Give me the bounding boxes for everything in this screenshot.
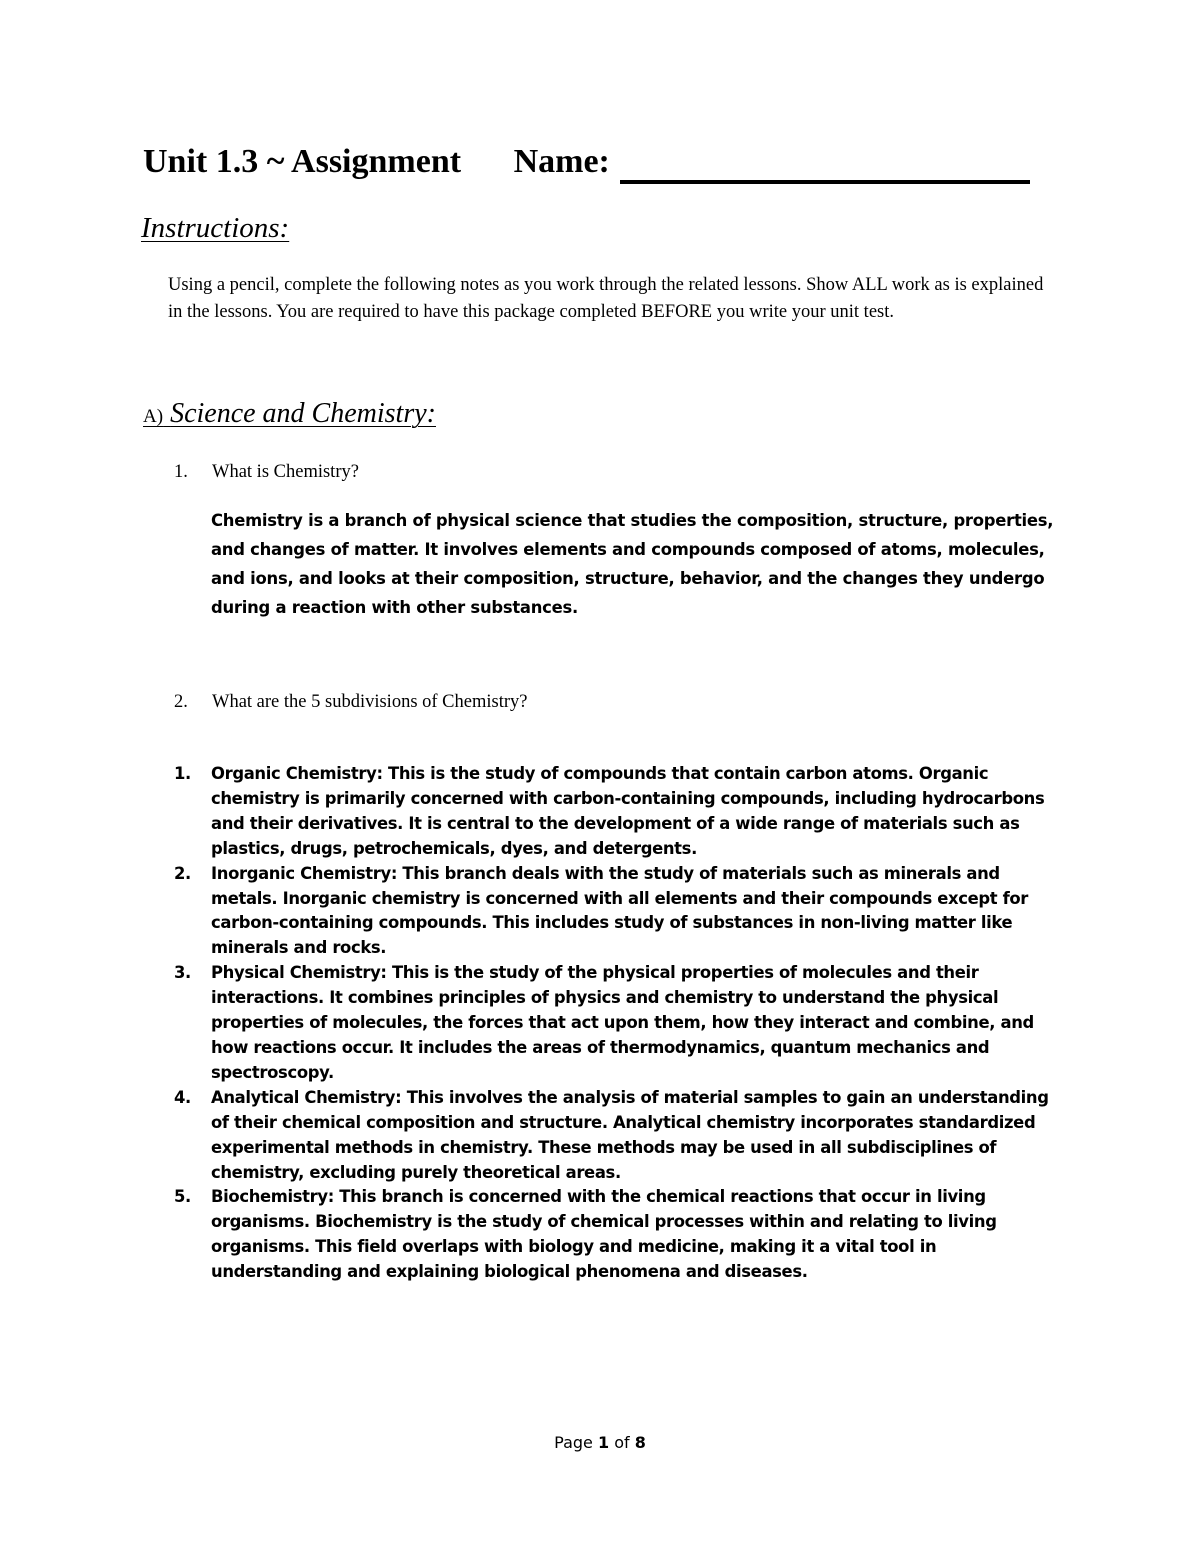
list-item-number: 2. xyxy=(174,863,191,883)
footer-total-pages: 8 xyxy=(634,1433,646,1452)
title-row xyxy=(143,140,1043,188)
page-footer xyxy=(0,1432,1200,1454)
instructions-heading: Instructions: xyxy=(141,212,290,244)
list-item xyxy=(174,862,1064,962)
footer-page-word: Page xyxy=(554,1433,593,1452)
list-item-number: 5. xyxy=(174,1187,191,1207)
question-2 xyxy=(174,689,527,715)
subdivisions-list xyxy=(174,762,1064,1285)
section-a-title: Science and Chemistry: xyxy=(170,398,436,429)
section-a-heading xyxy=(143,396,436,435)
question-2-text: What are the 5 subdivisions of Chemistry? xyxy=(212,692,528,712)
section-a-letter: A) xyxy=(143,406,164,427)
question-1-number: 1. xyxy=(174,462,188,482)
list-item-text: Organic Chemistry: This is the study of compounds that contain carbon atoms. Organic chemistry is primarily concerned with carbon-containing compounds, including hydrocarbons and their derivatives. It is central to the development of a wide range of materials such as plastics, drugs, petrochemicals, dyes, and detergents. xyxy=(211,764,1045,858)
list-item xyxy=(174,961,1064,1086)
name-blank-line[interactable] xyxy=(620,146,1030,184)
question-1-text: What is Chemistry? xyxy=(212,462,359,482)
footer-of-word: of xyxy=(614,1433,630,1452)
question-2-number: 2. xyxy=(174,692,188,712)
name-label: Name: xyxy=(513,143,610,180)
instructions-text: Using a pencil, complete the following notes as you work through the related lessons. Show ALL work as is explained in the lessons. You are required to have this package completed BEFORE you write your unit test. xyxy=(168,275,1044,322)
question-1-answer: Chemistry is a branch of physical science that studies the composition, structure, properties, and changes of matter. It involves elements and compounds composed of atoms, molecules, and ions, and looks at their composition, structure, behavior, and the changes they undergo during a reaction with other substances. xyxy=(211,511,1054,617)
list-item-text: Analytical Chemistry: This involves the analysis of material samples to gain an understanding of their chemical composition and structure. Analytical chemistry incorporates standardized experimental methods in chemistry. These methods may be used in all subdisciplines of chemistry, excluding purely theoretical areas. xyxy=(211,1087,1049,1182)
list-item xyxy=(174,1086,1064,1186)
list-item-number: 3. xyxy=(174,963,191,983)
page-title: Unit 1.3 ~ Assignment xyxy=(143,143,462,180)
list-item xyxy=(174,1185,1064,1285)
question-1 xyxy=(174,459,359,485)
list-item-text: Biochemistry: This branch is concerned with the chemical reactions that occur in living organisms. Biochemistry is the study of chemical processes within and relating to living organisms. This field overlaps with biology and medicine, making it a vital tool in understanding and explaining biological phenomena and diseases. xyxy=(211,1187,997,1282)
list-item-text: Inorganic Chemistry: This branch deals with the study of materials such as minerals and metals. Inorganic chemistry is concerned with all elements and their compounds except for carbon-containing compounds. This includes study of substances in non-living matter like minerals and rocks. xyxy=(211,863,1029,958)
footer-current-page: 1 xyxy=(597,1433,610,1452)
list-item-text: Physical Chemistry: This is the study of the physical properties of molecules and their interactions. It combines principles of physics and chemistry to understand the physical properties of molecules, the forces that act upon them, how they interact and combine, and how reactions occur. It includes the areas of thermodynamics, quantum mechanics and spectroscopy. xyxy=(211,963,1034,1082)
list-item-number: 4. xyxy=(174,1087,191,1107)
list-item-number: 1. xyxy=(174,764,191,783)
list-item xyxy=(174,762,1064,862)
